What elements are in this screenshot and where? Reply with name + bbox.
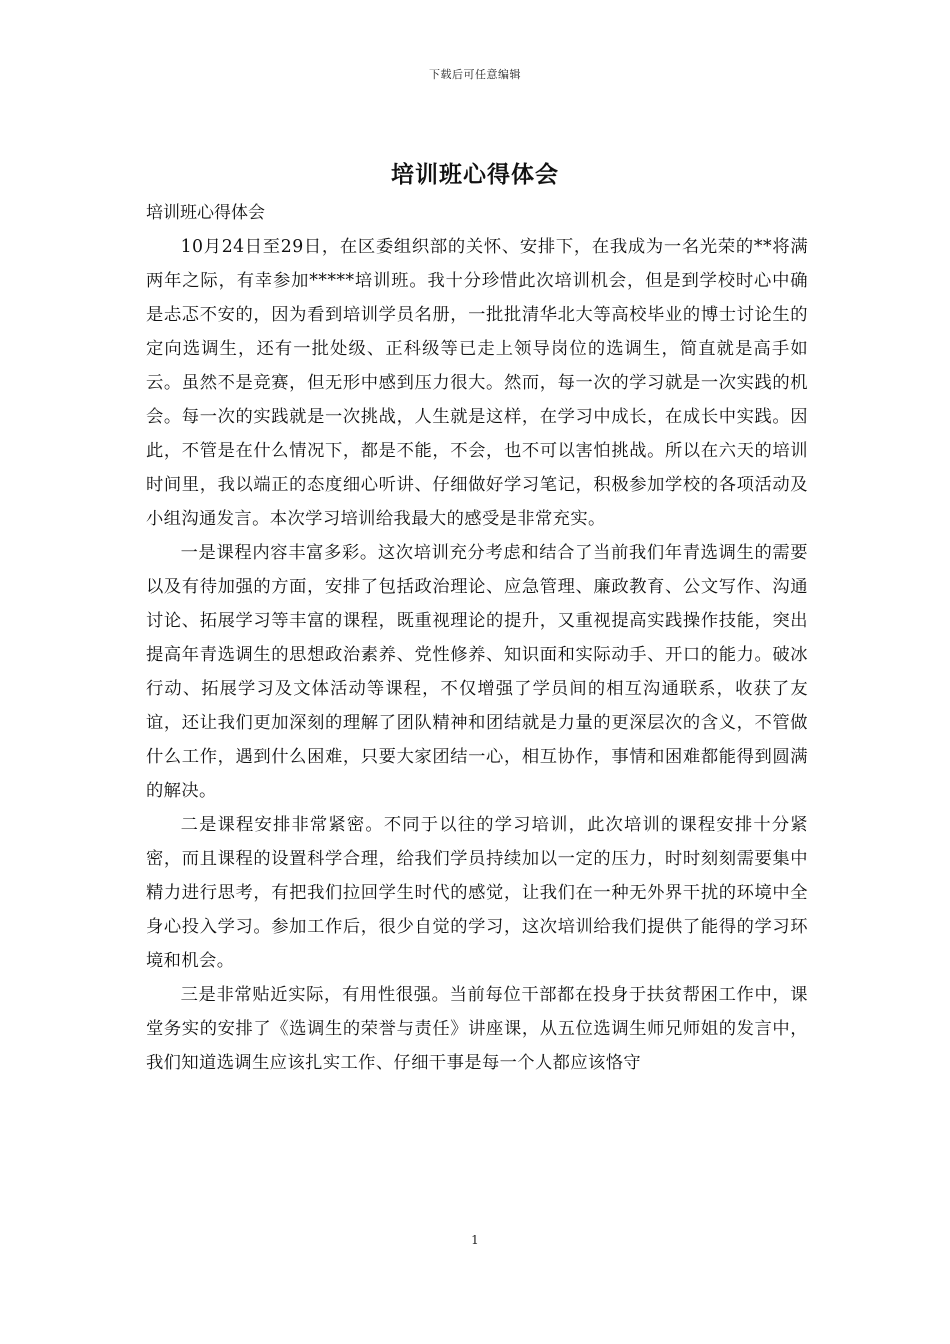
paragraph-4: 三是非常贴近实际，有用性很强。当前每位干部都在投身于扶贫帮困工作中，课堂务实的安排了《选调生的荣誉与责任》讲座课，从五位选调生师兄师姐的发言中，我们知道选调生应该扎实工作、仔细干事是每一个人都应该恪守: [146, 985, 808, 1073]
page-number: 1: [471, 1233, 479, 1247]
header-note: 下载后可任意编辑: [429, 68, 521, 81]
document-subtitle: 培训班心得体会: [146, 203, 265, 223]
paragraph-1: 10月24日至29日，在区委组织部的关怀、安排下，在我成为一名光荣的**将满两年之际，有幸参加*****培训班。我十分珍惜此次培训机会，但是到学校时心中确是忐忑不安的，因为看到培训学员名册，一批批清华北大等高校毕业的博士讨论生的定向选调生，还有一批处级、正科级等已走上领导岗位的选调生，简直就是高手如云。虽然不是竞赛，但无形中感到压力很大。然而，每一次的学习就是一次实践的机会。每一次的实践就是一次挑战，人生就是这样，在学习中成长，在成长中实践。因此，不管是在什么情况下，都是不能，不会，也不可以害怕挑战。所以在六天的培训时间里，我以端正的态度细心听讲、仔细做好学习笔记，积极参加学校的各项活动及小组沟通发言。本次学习培训给我最大的感受是非常充实。: [146, 237, 808, 529]
document-body: [146, 196, 808, 1080]
paragraph-2: 一是课程内容丰富多彩。这次培训充分考虑和结合了当前我们年青选调生的需要以及有待加强的方面，安排了包括政治理论、应急管理、廉政教育、公文写作、沟通讨论、拓展学习等丰富的课程，既重视理论的提升，又重视提高实践操作技能，突出提高年青选调生的思想政治素养、党性修养、知识面和实际动手、开口的能力。破冰行动、拓展学习及文体活动等课程，不仅增强了学员间的相互沟通联系，收获了友谊，还让我们更加深刻的理解了团队精神和团结就是力量的更深层次的含义，不管做什么工作，遇到什么困难，只要大家团结一心，相互协作，事情和困难都能得到圆满的解决。: [146, 543, 808, 801]
document-title: 培训班心得体会: [391, 161, 559, 188]
paragraph-3: 二是课程安排非常紧密。不同于以往的学习培训，此次培训的课程安排十分紧密，而且课程的设置科学合理，给我们学员持续加以一定的压力，时时刻刻需要集中精力进行思考，有把我们拉回学生时代的感觉，让我们在一种无外界干扰的环境中全身心投入学习。参加工作后，很少自觉的学习，这次培训给我们提供了能得的学习环境和机会。: [146, 815, 808, 971]
